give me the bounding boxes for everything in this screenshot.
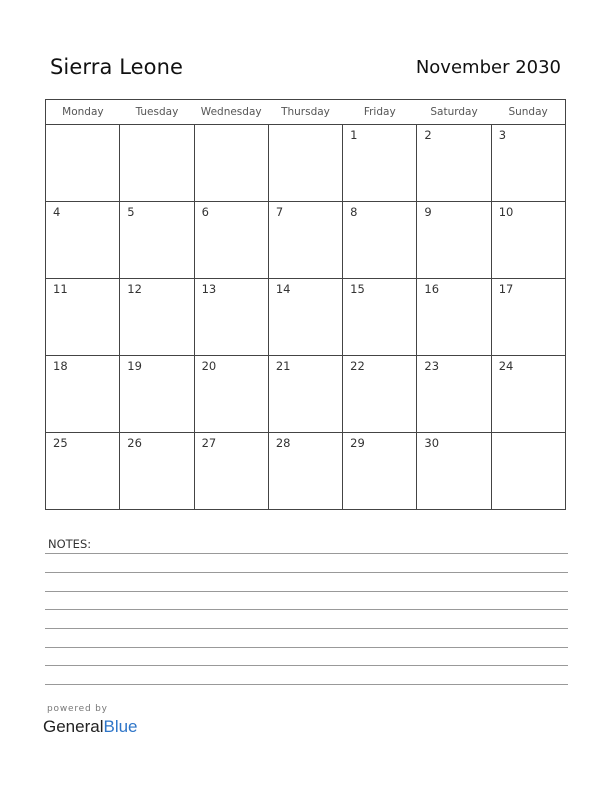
day-number: 12 <box>127 282 142 296</box>
week-row <box>46 202 566 279</box>
day-cell <box>194 433 268 510</box>
day-number: 28 <box>275 436 291 450</box>
generalblue-logo <box>43 717 138 737</box>
day-cell <box>268 279 342 356</box>
day-cell <box>46 202 120 279</box>
day-cell <box>343 279 417 356</box>
day-number: 13 <box>201 282 217 296</box>
notes-line <box>45 684 568 685</box>
day-cell <box>491 356 565 433</box>
day-number: 4 <box>53 205 61 219</box>
day-cell <box>268 433 342 510</box>
notes-line <box>45 553 568 554</box>
day-cell <box>268 202 342 279</box>
day-number: 2 <box>424 128 432 142</box>
day-cell <box>268 356 342 433</box>
weekday-header: Thursday <box>268 100 342 125</box>
notes-line <box>45 665 568 666</box>
week-row <box>46 433 566 510</box>
day-cell <box>417 202 491 279</box>
week-row <box>46 279 566 356</box>
day-cell <box>343 433 417 510</box>
day-cell <box>268 125 342 202</box>
day-cell <box>194 279 268 356</box>
notes-line <box>45 647 568 648</box>
day-cell <box>491 125 565 202</box>
day-cell <box>491 433 565 510</box>
notes-label: NOTES: <box>48 537 92 551</box>
day-number: 27 <box>201 436 217 450</box>
day-number: 29 <box>350 436 365 450</box>
day-number: 25 <box>53 436 68 450</box>
day-cell <box>120 279 194 356</box>
day-number: 22 <box>350 359 365 373</box>
day-number: 23 <box>424 359 440 373</box>
day-number: 7 <box>275 205 284 219</box>
day-number: 14 <box>275 282 291 296</box>
week-row <box>46 125 566 202</box>
day-number: 9 <box>424 205 432 219</box>
day-number <box>195 125 268 128</box>
day-number: 1 <box>350 128 358 142</box>
day-cell <box>343 125 417 202</box>
brand-blue: Blue <box>103 717 138 736</box>
day-number: 16 <box>424 282 440 296</box>
day-number: 6 <box>201 205 209 219</box>
day-cell <box>120 433 194 510</box>
day-number: 11 <box>53 282 68 296</box>
day-cell <box>491 202 565 279</box>
weekday-header: Monday <box>46 100 120 125</box>
day-cell <box>46 279 120 356</box>
country-title: Sierra Leone <box>50 55 184 79</box>
weekday-header: Friday <box>343 100 417 125</box>
day-number: 26 <box>127 436 142 450</box>
day-number: 24 <box>498 359 514 373</box>
day-number: 21 <box>275 359 291 373</box>
day-cell <box>194 125 268 202</box>
weekday-header-row <box>46 100 566 125</box>
notes-line <box>45 591 568 592</box>
day-number: 10 <box>498 205 514 219</box>
day-number <box>269 125 342 128</box>
day-cell <box>417 356 491 433</box>
day-cell <box>491 279 565 356</box>
day-cell <box>417 279 491 356</box>
weekday-header: Wednesday <box>194 100 268 125</box>
day-number: 18 <box>53 359 68 373</box>
day-cell <box>120 356 194 433</box>
day-cell <box>46 125 120 202</box>
powered-by-text: powered by <box>47 704 108 714</box>
day-number: 5 <box>127 205 135 219</box>
notes-line <box>45 628 568 629</box>
calendar-grid <box>45 99 566 510</box>
day-number: 17 <box>498 282 514 296</box>
day-number: 20 <box>201 359 217 373</box>
day-number <box>492 433 565 436</box>
day-cell <box>417 433 491 510</box>
day-cell <box>120 125 194 202</box>
notes-line <box>45 572 568 573</box>
day-cell <box>194 356 268 433</box>
day-cell <box>343 202 417 279</box>
weekday-header: Tuesday <box>120 100 194 125</box>
notes-line <box>45 609 568 610</box>
weekday-header: Sunday <box>491 100 565 125</box>
weekday-header: Saturday <box>417 100 491 125</box>
day-number: 30 <box>424 436 440 450</box>
brand-general: General <box>43 717 104 736</box>
day-cell <box>120 202 194 279</box>
day-cell <box>194 202 268 279</box>
day-number <box>46 125 119 128</box>
day-number: 19 <box>127 359 142 373</box>
day-number: 8 <box>350 205 358 219</box>
day-number: 15 <box>350 282 365 296</box>
day-cell <box>343 356 417 433</box>
day-cell <box>46 356 120 433</box>
day-number: 3 <box>498 128 507 142</box>
month-year-title: November 2030 <box>415 57 561 78</box>
week-row <box>46 356 566 433</box>
day-number <box>120 125 193 128</box>
day-cell <box>46 433 120 510</box>
day-cell <box>417 125 491 202</box>
